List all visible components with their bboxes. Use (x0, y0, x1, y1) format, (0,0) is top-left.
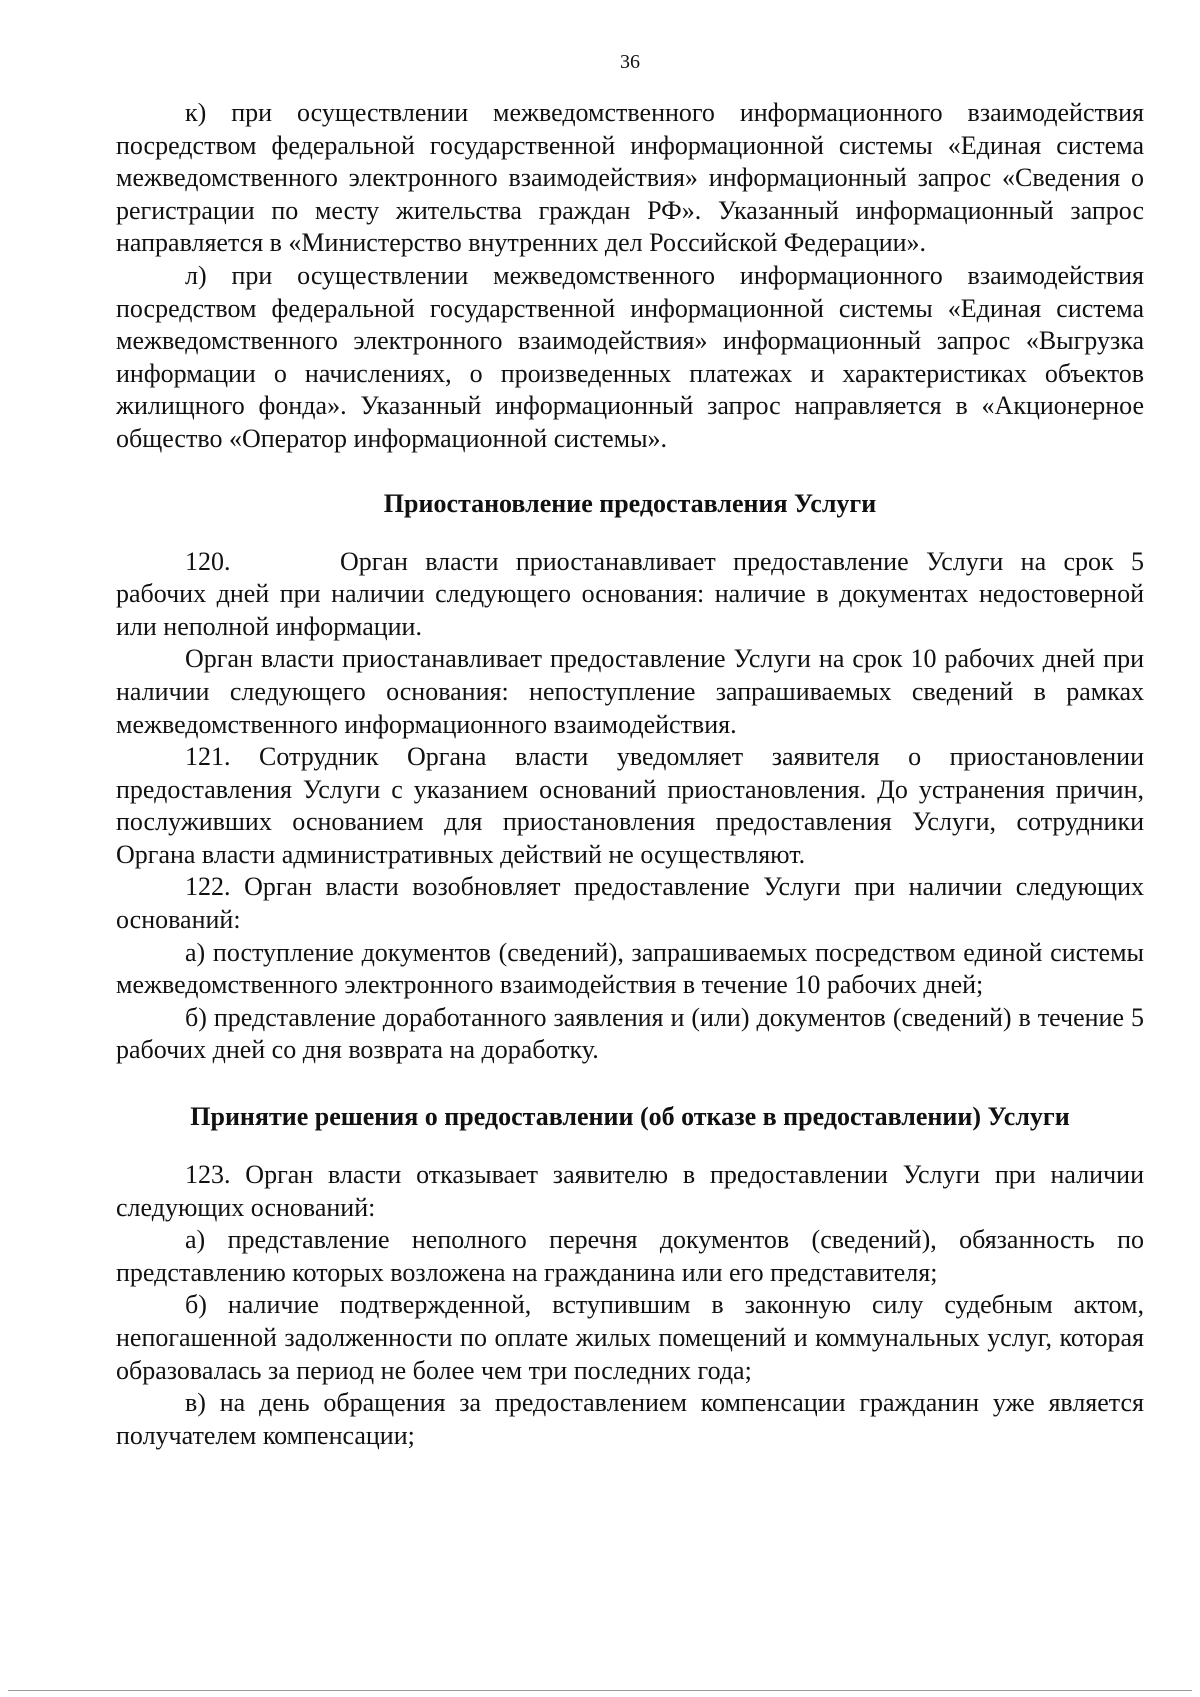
paragraph-122: 122. Орган власти возобновляет предоставление Услуги при наличии следующих оснований: (116, 872, 1144, 935)
paragraph-123-b: б) наличие подтвержденной, вступившим в законную силу судебным актом, непогашенной задолженности по оплате жилых помещений и коммунальных услуг, которая образовалась за период не более чем три последних года; (116, 1290, 1144, 1385)
section-heading-suspension: Приостановление предоставления Услуги (383, 488, 877, 518)
paragraph-120-number: 120. (185, 546, 231, 576)
paragraph-k: к) при осуществлении межведомственного информационного взаимодействия посредством федеральной государственной информационной системы «Единая система межведомственного электронного взаимодействия» информационный запрос «Сведения о регистрации по месту жительства граждан РФ». Указанный информационный запрос направляется в «Министерство внутренних дел Российской Федерации». (116, 98, 1144, 258)
paragraph-120-text: Орган власти приостанавливает предоставление Услуги на срок 5 рабочих дней при наличии следующего основания: наличие в документах недостоверной или неполной информации. (116, 546, 1144, 641)
paragraph-122-b: б) представление доработанного заявления и (или) документов (сведений) в течение 5 рабочих дней со дня возврата на доработку. (116, 1002, 1144, 1065)
paragraph-122-a: а) поступление документов (сведений), запрашиваемых посредством единой системы межведомственного электронного взаимодействия в течение 10 рабочих дней; (116, 937, 1144, 1000)
paragraph-123-v: в) на день обращения за предоставлением компенсации гражданин уже является получателем компенсации; (116, 1388, 1144, 1450)
paragraph-123: 123. Орган власти отказывает заявителю в предоставлении Услуги при наличии следующих оснований: (116, 1160, 1144, 1222)
paragraph-120-continued: Орган власти приостанавливает предоставление Услуги на срок 10 рабочих дней при наличии следующего основания: непоступление запрашиваемых сведений в рамках межведомственного информационного взаимодействия. (116, 644, 1144, 739)
page-bottom-edge (8, 1690, 1192, 1691)
document-page (116, 0, 1144, 1697)
page-number: 36 (620, 51, 640, 73)
paragraph-120 (116, 546, 1144, 644)
section-heading-decision: Принятие решения о предоставлении (об отказе в предоставлении) Услуги (190, 1102, 1070, 1132)
paragraph-l: л) при осуществлении межведомственного информационного взаимодействия посредством федеральной государственной информационной системы «Единая система межведомственного электронного взаимодействия» информационный запрос «Выгрузка информации о начислениях, о произведенных платежах и характеристиках объектов жилищного фонда». Указанный информационный запрос направляется в «Акционерное общество «Оператор информационной системы». (116, 260, 1144, 453)
paragraph-123-a: а) представление неполного перечня документов (сведений), обязанность по представлению которых возложена на гражданина или его представителя; (116, 1225, 1144, 1287)
document-body (116, 97, 1144, 1452)
paragraph-121: 121. Сотрудник Органа власти уведомляет заявителя о приостановлении предоставления Услуги с указанием оснований приостановления. До устранения причин, послуживших основанием для приостановления предоставления Услуги, сотрудники Органа власти административных действий не осуществляют. (116, 742, 1144, 869)
